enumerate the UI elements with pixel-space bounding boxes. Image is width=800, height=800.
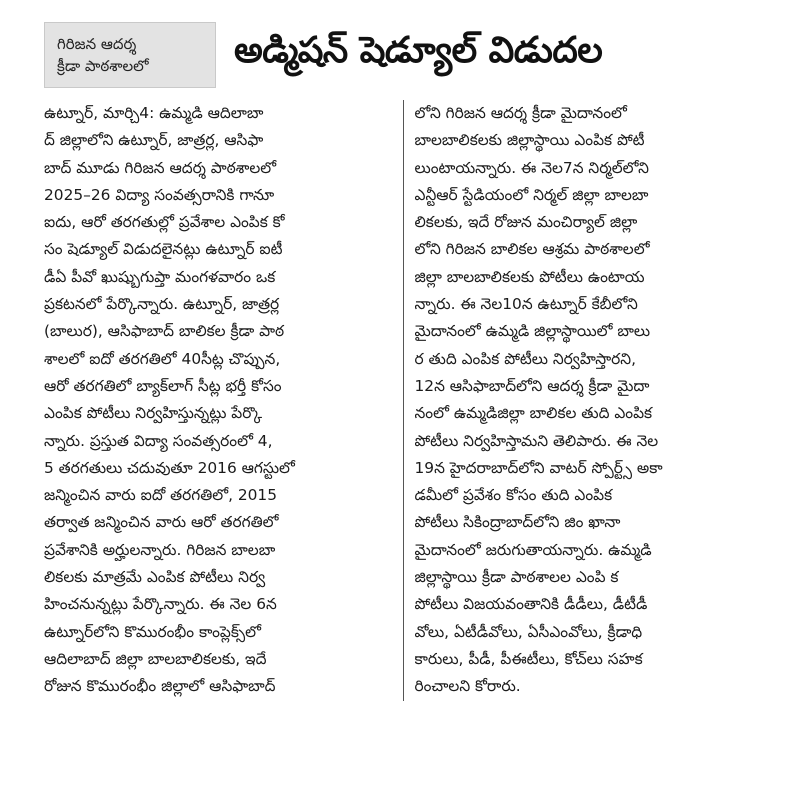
body-text-line: ఎన్టీఆర్ స్టేడియంలో నిర్మల్ జిల్లా బాలబా xyxy=(414,185,649,204)
kicker-box xyxy=(44,22,216,88)
column-divider xyxy=(403,100,404,701)
body-text-line: న్నారు. ఈ నెల10న ఉట్నూర్ కేబీలోని xyxy=(414,295,638,314)
body-text-line: మైదానంలో ఉమ్మడి జిల్లాస్థాయిలో బాలు xyxy=(414,322,651,341)
body-text-line: నంలో ఉమ్మడిజిల్లా బాలికల తుది ఎంపిక xyxy=(414,404,653,423)
body-text-line: తర్వాత జన్మించిన వారు ఆరో తరగతిలో xyxy=(44,513,279,532)
body-text-line: రోజున కొమురంభీం జిల్లాలో ఆసిఫాబాద్ xyxy=(44,677,276,696)
body-text-line: పోటీలు నిర్వహిస్తామని తెలిపారు. ఈ నెల xyxy=(414,431,659,450)
body-text-line: మైదానంలో జరుగుతాయన్నారు. ఉమ్మడి xyxy=(414,540,652,559)
body-text-line: వోలు, ఏటీడీవోలు, ఏసీఎంవోలు, క్రీడాధి xyxy=(414,622,643,641)
body-text-line: బాలబాలికలకు జిల్లాస్థాయి ఎంపిక పోటీ xyxy=(414,131,645,150)
body-text-line: పోటీలు సికింద్రాబాద్‌లోని జిం ఖానా xyxy=(414,513,621,532)
body-text-line: ఉట్నూర్‌లోని కొమురంభీం కాంప్లెక్స్‌లో xyxy=(44,622,261,641)
body-text-line: ఐదు, ఆరో తరగతుల్లో ప్రవేశాల ఎంపిక కో xyxy=(44,213,285,232)
body-text-line: ఆదిలాబాద్ జిల్లా బాలబాలికలకు, ఇదే xyxy=(44,649,267,668)
body-text-line: లోని గిరిజన ఆదర్శ క్రీడా మైదానంలో xyxy=(414,104,627,122)
body-text-line: జిల్లా బాలబాలికలకు పోటీలు ఉంటాయ xyxy=(414,267,645,286)
body-text-line: న్నారు. ప్రస్తుత విద్యా సంవత్సరంలో 4, xyxy=(44,431,273,450)
body-text-line: 19న హైదరాబాద్‌లోని వాటర్ స్పోర్ట్స్ అకా xyxy=(414,458,663,477)
body-text-line: కారులు, పీడీ, పీఈటీలు, కోచ్‌లు సహక xyxy=(414,649,643,668)
body-text-line: లోని గిరిజన బాలికల ఆశ్రమ పాఠశాలలో xyxy=(414,240,650,259)
body-text-line: హించనున్నట్లు పేర్కొన్నారు. ఈ నెల 6న xyxy=(44,595,277,614)
kicker-line-2: క్రీడా పాఠశాలలో xyxy=(57,57,149,75)
body-text-line: ఎంపిక పోటీలు నిర్వహిస్తున్నట్లు పేర్కొ xyxy=(44,404,263,423)
body-text-line: ద్ జిల్లాలోని ఉట్నూర్, జాత్రర్ల, ఆసిఫా xyxy=(44,131,264,150)
body-text-line: ప్రవేశానికి అర్హులన్నారు. గిరిజన బాలబా xyxy=(44,540,276,559)
headline: అడ్మిషన్ షెడ్యూల్ విడుదల xyxy=(234,30,603,71)
body-text-line: రించాలని కోరారు. xyxy=(414,677,521,696)
body-text-line: (బాలుర), ఆసిఫాబాద్ బాలికల క్రీడా పాఠ xyxy=(44,322,285,341)
body-text-line: లికలకు మాత్రమే ఎంపిక పోటీలు నిర్వ xyxy=(44,568,266,587)
body-text-line: సం షెడ్యూల్ విడుదలైనట్లు ఉట్నూర్ ఐటీ xyxy=(44,240,283,259)
body-text-line: లికలకు, ఇదే రోజున మంచిర్యాల్ జిల్లా xyxy=(414,213,638,232)
body-text-line: బాద్ మూడు గిరిజన ఆదర్శ పాఠశాలలో xyxy=(44,158,277,177)
right-column xyxy=(415,100,761,701)
kicker-line-1: గిరిజన ఆదర్శ xyxy=(57,35,137,53)
body-text-line: లుంటాయన్నారు. ఈ నెల7న నిర్మల్‌లోని xyxy=(414,158,649,177)
body-text-line: ఉట్నూర్, మార్చి4: ఉమ్మడి ఆదిలాబా xyxy=(44,104,264,122)
body-text-line: శాలలో ఐదో తరగతిలో 40సీట్ల చొప్పున, xyxy=(44,349,281,368)
body-text-line: జన్మించిన వారు ఐదో తరగతిలో, 2015 xyxy=(44,486,278,505)
body-text-line: 12న ఆసిఫాబాద్‌లోని ఆదర్శ క్రీడా మైదా xyxy=(414,376,650,395)
article-body xyxy=(44,100,760,701)
body-text-line: ఆరో తరగతిలో బ్యాక్‌లాగ్ సీట్ల భర్తీ కోసం xyxy=(44,376,282,395)
body-text-line: ప్రకటనలో పేర్కొన్నారు. ఉట్నూర్, జాత్రర్ల xyxy=(44,295,280,314)
body-text-line: 2025–26 విద్యా సంవత్సరానికి గానూ xyxy=(44,185,275,204)
body-text-line: డీఏ పీవో ఖుష్బుగుప్తా మంగళవారం ఒక xyxy=(44,267,276,286)
article-header xyxy=(44,20,760,90)
body-text-line: 5 తరగతులు చదువుతూ 2016 ఆగస్టులో xyxy=(44,458,295,477)
body-text-line: ర తుది ఎంపిక పోటీలు నిర్వహిస్తారని, xyxy=(414,349,636,368)
body-text-line: డమీలో ప్రవేశం కోసం తుది ఎంపిక xyxy=(414,486,613,505)
left-column xyxy=(44,100,390,701)
body-text-line: పోటీలు విజయవంతానికి డీడీలు, డీటీడీ xyxy=(414,595,648,614)
body-text-line: జిల్లాస్థాయి క్రీడా పాఠశాలల ఎంపి క xyxy=(414,568,619,587)
